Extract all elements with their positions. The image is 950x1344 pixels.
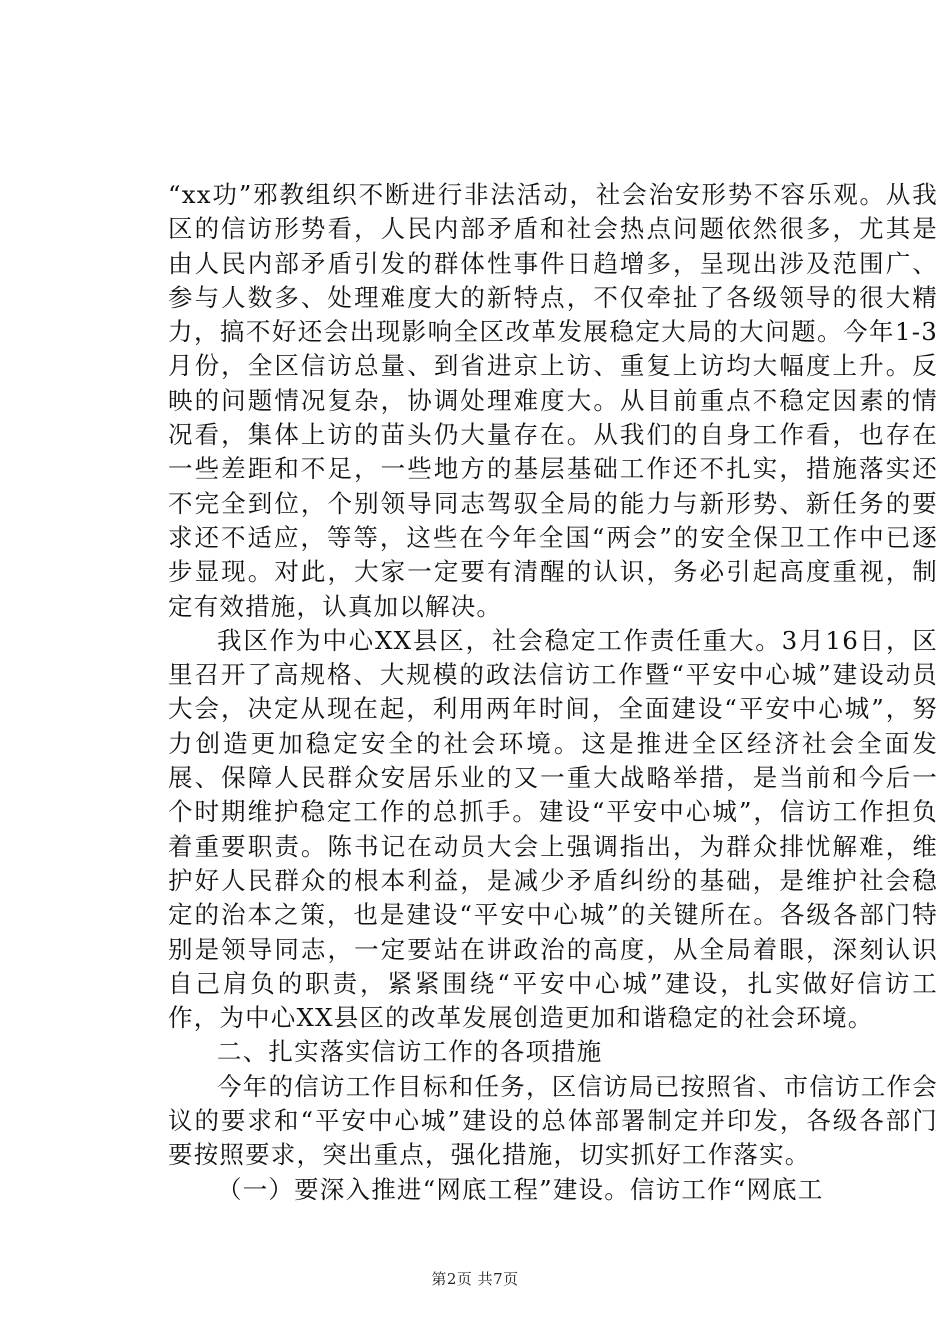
section-heading: 二、扎实落实信访工作的各项措施 <box>217 1037 603 1067</box>
paragraph-work-goals: 今年的信访工作目标和任务，区信访局已按照省、市信访工作会议的要求和“平安中心城”建设的总体部署制定并印发，各级各部门要按照要求，突出重点，强化措施，切实抓好工作落实。 <box>168 1071 938 1170</box>
paragraph-social-stability: 我区作为中心XX县区，社会稳定工作责任重大。3月16日，区里召开了高规格、大规模的政法信访工作暨“平安中心城”建设动员大会，决定从现在起，利用两年时间，全面建设“平安中心城”，努力创造更加稳定安全的社会环境。这是推进全区经济社会全面发展、保障人民群众安居乐业的又一重大战略举措，是当前和今后一个时期维护稳定工作的总抓手。建设“平安中心城”，信访工作担负着重要职责。陈书记在动员大会上强调指出，为群众排忧解难，维护好人民群众的根本利益，是减少矛盾纠纷的基础，是维护社会稳定的治本之策，也是建设“平安中心城”的关键所在。各级各部门特别是领导同志，一定要站在讲政治的高度，从全局着眼，深刻认识自己肩负的职责，紧紧围绕“平安中心城”建设，扎实做好信访工作，为中心XX县区的改革发展创造更加和谐稳定的社会环境。 <box>168 625 938 1033</box>
subsection-heading: （一）要深入推进“网底工程”建设。信访工作“网底工 <box>217 1174 824 1204</box>
document-body <box>168 178 938 1207</box>
page-footer: 第2页 共7页 <box>431 1270 519 1288</box>
paragraph-continuation: “xx功”邪教组织不断进行非法活动，社会治安形势不容乐观。从我区的信访形势看，人民内部矛盾和社会热点问题依然很多，尤其是由人民内部矛盾引发的群体性事件日趋增多，呈现出涉及范围广、参与人数多、处理难度大的新特点，不仅牵扯了各级领导的很大精力，搞不好还会出现影响全区改革发展稳定大局的大问题。今年1-3月份，全区信访总量、到省进京上访、重复上访均大幅度上升。反映的问题情况复杂，协调处理难度大。从目前重点不稳定因素的情况看，集体上访的苗头仍大量存在。从我们的自身工作看，也存在一些差距和不足，一些地方的基层基础工作还不扎实，措施落实还不完全到位，个别领导同志驾驭全局的能力与新形势、新任务的要求还不适应，等等，这些在今年全国“两会”的安全保卫工作中已逐步显现。对此，大家一定要有清醒的认识，务必引起高度重视，制定有效措施，认真加以解决。 <box>168 180 938 621</box>
